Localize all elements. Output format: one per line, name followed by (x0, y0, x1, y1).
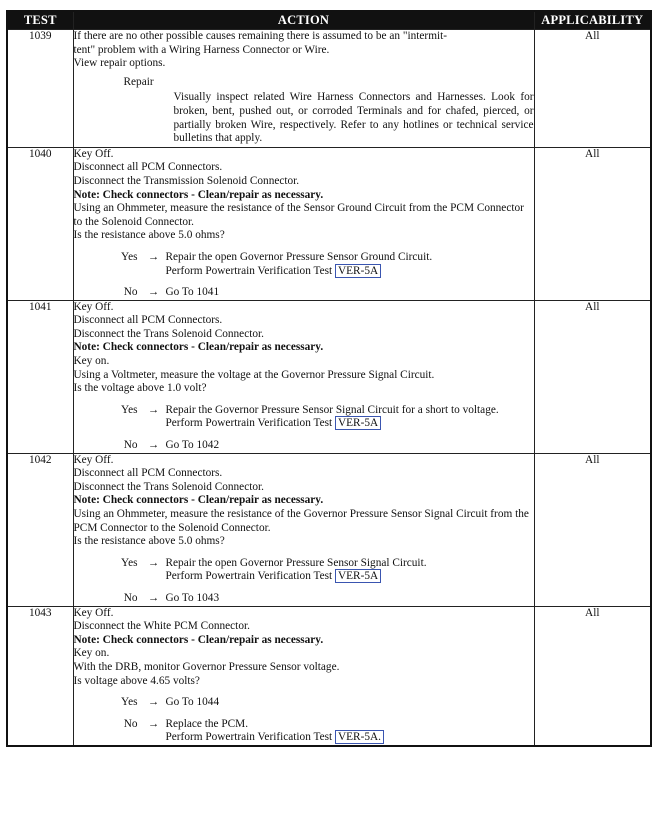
repair-title: Repair (123, 75, 154, 88)
action-line: Using an Ohmmeter, measure the resistance of the Governor Pressure Sensor Signal Circuit from the PCM Connector to the Solenoid Connector. (73, 508, 529, 534)
right-arrow-icon: → (147, 717, 160, 730)
branch-body (164, 557, 534, 584)
header-row (7, 11, 651, 30)
yes-branch (74, 404, 534, 431)
right-arrow-icon: → (147, 439, 160, 452)
yes-branch (74, 251, 534, 278)
no-branch (74, 286, 534, 300)
verify-line (166, 570, 534, 584)
action-line: Key Off. (73, 606, 114, 619)
ver-5a-link[interactable]: VER-5A (335, 569, 381, 583)
table-row (7, 453, 651, 606)
action-line: Is the voltage above 1.0 volt? (73, 382, 207, 395)
right-arrow-icon: → (147, 591, 160, 604)
test-number: 1039 (7, 30, 73, 148)
action-line: tent" problem with a Wiring Harness Connector or Wire. (73, 43, 330, 56)
yes-text: Repair the open Governor Pressure Sensor Signal Circuit. (165, 556, 427, 569)
action-line: Disconnect the White PCM Connector. (73, 620, 250, 633)
action-line: Disconnect the Trans Solenoid Connector. (73, 327, 264, 340)
test-number: 1043 (7, 606, 73, 746)
action-line: View repair options. (73, 57, 166, 70)
yes-text: Go To 1044 (165, 696, 220, 709)
action-line: Disconnect the Transmission Solenoid Connector. (73, 174, 300, 187)
verify-text: Perform Powertrain Verification Test (165, 731, 333, 744)
verify-text: Perform Powertrain Verification Test (165, 417, 333, 430)
table-row (7, 606, 651, 746)
yes-text: Repair the open Governor Pressure Sensor Ground Circuit. (165, 250, 433, 263)
note-text: Note: Check connectors - Clean/repair as necessary. (73, 494, 324, 507)
right-arrow-icon: → (147, 403, 160, 416)
action-cell (73, 147, 534, 300)
action-line: Key on. (73, 355, 110, 368)
applicability: All (534, 30, 651, 148)
action-line: Disconnect all PCM Connectors. (73, 467, 223, 480)
right-arrow-icon: → (147, 696, 160, 709)
action-line: Key Off. (73, 147, 114, 160)
ver-5a-link[interactable]: VER-5A (335, 264, 381, 278)
action-line: With the DRB, monitor Governor Pressure Sensor voltage. (73, 660, 340, 673)
no-text: Go To 1041 (165, 286, 220, 299)
test-number: 1040 (7, 147, 73, 300)
test-number: 1041 (7, 300, 73, 453)
branch-body (164, 718, 534, 745)
no-text: Replace the PCM. (165, 717, 249, 730)
no-text: Go To 1042 (165, 439, 220, 452)
action-line: Disconnect the Trans Solenoid Connector. (73, 480, 264, 493)
diagnostic-table (6, 10, 652, 747)
header-test: TEST (7, 11, 73, 30)
action-line: Is voltage above 4.65 volts? (73, 674, 200, 687)
applicability: All (534, 453, 651, 606)
applicability: All (534, 147, 651, 300)
repair-text: Visually inspect related Wire Harness Connectors and Harnesses. Look for broken, bent, pushed out, or corroded Terminals and for chafed, pierced, or partially broken Wire, respectively. Refer to any hotlines or technical service bulletins that apply. (173, 91, 534, 145)
action-line: If there are no other possible causes remaining there is assumed to be an "intermit- (73, 30, 448, 42)
ver-5a-link[interactable]: VER-5A. (335, 730, 384, 744)
no-label: No (123, 286, 138, 299)
action-line: Disconnect all PCM Connectors. (73, 314, 223, 327)
table-row (7, 30, 651, 148)
yes-branch (74, 696, 534, 710)
branch-body (164, 404, 534, 431)
action-line: Key on. (73, 647, 110, 660)
applicability: All (534, 300, 651, 453)
no-label: No (123, 591, 138, 604)
no-branch (74, 718, 534, 745)
action-line: Using an Ohmmeter, measure the resistance of the Sensor Ground Circuit from the PCM Connector to the Solenoid Connector. (73, 202, 524, 228)
table-row (7, 300, 651, 453)
note-text: Note: Check connectors - Clean/repair as necessary. (73, 633, 324, 646)
action-line: Using a Voltmeter, measure the voltage at the Governor Pressure Signal Circuit. (73, 368, 435, 381)
verify-text: Perform Powertrain Verification Test (165, 264, 333, 277)
applicability: All (534, 606, 651, 746)
header-action: ACTION (73, 11, 534, 30)
no-branch (74, 439, 534, 453)
test-number: 1042 (7, 453, 73, 606)
header-applicability: APPLICABILITY (534, 11, 651, 30)
no-text: Go To 1043 (165, 591, 220, 604)
yes-label: Yes (121, 250, 138, 263)
yes-label: Yes (121, 696, 138, 709)
yes-branch (74, 557, 534, 584)
no-label: No (123, 439, 138, 452)
yes-label: Yes (121, 556, 138, 569)
branch-body (164, 251, 534, 278)
action-line: Is the resistance above 5.0 ohms? (73, 229, 225, 242)
ver-5a-link[interactable]: VER-5A (335, 416, 381, 430)
action-cell (73, 30, 534, 148)
action-line: Disconnect all PCM Connectors. (73, 161, 223, 174)
yes-label: Yes (121, 403, 138, 416)
right-arrow-icon: → (147, 286, 160, 299)
action-line: Is the resistance above 5.0 ohms? (73, 535, 225, 548)
right-arrow-icon: → (147, 556, 160, 569)
action-line: Key Off. (73, 300, 114, 313)
no-label: No (123, 717, 138, 730)
no-branch (74, 592, 534, 606)
verify-text: Perform Powertrain Verification Test (165, 570, 333, 583)
action-cell (73, 606, 534, 746)
verify-line (166, 417, 534, 431)
table-row (7, 147, 651, 300)
verify-line (166, 731, 534, 745)
action-line: Key Off. (73, 453, 114, 466)
action-cell (73, 300, 534, 453)
procedure-sheet (6, 10, 650, 747)
yes-text: Repair the Governor Pressure Sensor Signal Circuit for a short to voltage. (165, 403, 499, 416)
repair-block (74, 76, 534, 146)
right-arrow-icon: → (147, 250, 160, 263)
verify-line (166, 265, 534, 279)
note-text: Note: Check connectors - Clean/repair as necessary. (73, 341, 324, 354)
note-text: Note: Check connectors - Clean/repair as necessary. (73, 188, 324, 201)
action-cell (73, 453, 534, 606)
